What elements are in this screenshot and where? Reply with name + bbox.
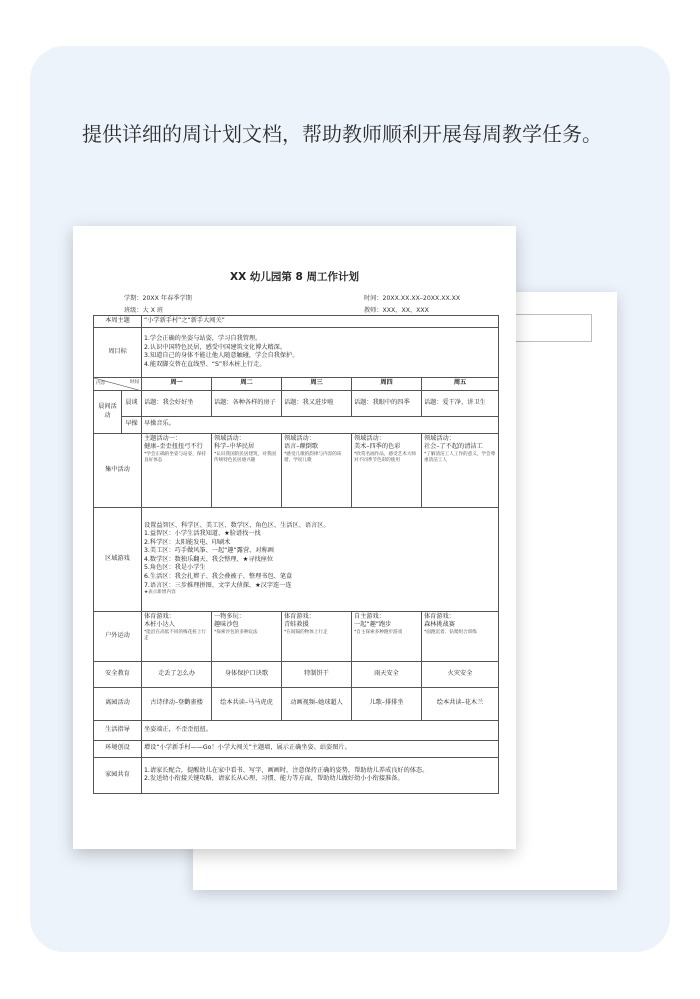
env-value: 增设“小学新手村——Go！小学大闯关”主题墙，展示正确坐姿、站姿图片。 <box>142 740 499 757</box>
safety-cell: 身体保护口诀歌 <box>212 661 282 687</box>
headline: 提供详细的周计划文档，帮助教师顺利开展每周教学任务。 <box>82 122 602 146</box>
group-type: 领域活动： <box>214 434 245 442</box>
outdoor-cell <box>142 611 212 661</box>
term-info: 学期：20XX 年春季学期 <box>124 295 192 302</box>
talk-cell: 话题：我又进步啦 <box>282 390 352 416</box>
group-cell <box>422 433 499 507</box>
group-cell <box>352 433 422 507</box>
day-header: 周五 <box>422 377 499 390</box>
time-info: 时间：20XX.XX.XX–20XX.XX.XX <box>364 295 461 302</box>
group-note: *感受儿歌的韵律与内容的诙谐，学说儿歌 <box>284 451 342 464</box>
table-row <box>94 661 499 687</box>
morning-label: 晨间活动 <box>94 390 122 433</box>
outdoor-note: *面跑沉着、钻爬组合训练 <box>424 629 477 635</box>
outdoor-cell <box>352 611 422 661</box>
group-type: 领域活动： <box>354 434 385 442</box>
corner-time-label: 时间 <box>129 379 139 385</box>
group-type: 领域活动： <box>424 434 455 442</box>
home-item: 1.请家长配合，提醒幼儿在家中看书、写字、画画时，注意保持正确的姿势，帮助幼儿养成良好的体态。 <box>144 766 429 774</box>
area-label: 区域游戏 <box>94 507 142 611</box>
table-row <box>94 390 499 416</box>
group-title: 健康–歪歪扭扭弓不行 <box>144 443 203 451</box>
table-row <box>94 687 499 720</box>
front-page <box>73 226 516 849</box>
area-item: 6.生活区：我会扎辫子、我会叠被子、整理书包、笔盒 <box>144 573 293 581</box>
goal-label: 周目标 <box>94 327 142 377</box>
outdoor-type: 自主游戏： <box>354 612 385 620</box>
class-info: 班级：大 X 班 <box>124 307 164 314</box>
group-note: *欣赏名画作品，感受艺术大师对不同季节色彩的使用 <box>354 451 417 464</box>
goal-item: 1.学会正确的坐姿与站姿，学习自我管理。 <box>144 334 262 342</box>
home-item: 2.发送幼小衔接关键攻略，请家长从心理、习惯、能力等方面，帮助幼儿做好幼小小衔接准备。 <box>144 775 404 783</box>
group-type: 主题活动一： <box>144 434 182 442</box>
env-label: 环境创设 <box>94 740 142 757</box>
table-row <box>94 377 499 390</box>
home-list <box>142 757 499 793</box>
day-header: 周一 <box>142 377 212 390</box>
area-item: 3.美工区：巧手做风筝、一起“趣”露营、对称画 <box>144 547 274 555</box>
outdoor-label: 户外运动 <box>94 611 142 661</box>
outdoor-note: *探索沙包的多种玩法 <box>214 629 258 635</box>
outdoor-title: 趣味沙包 <box>214 621 239 629</box>
theme-label: 本周主题 <box>94 316 142 328</box>
area-list <box>142 507 499 611</box>
day-header: 周三 <box>282 377 352 390</box>
corner-cell <box>94 377 142 390</box>
area-item: 2.科学区：太阳能发电、印刷术 <box>144 538 231 546</box>
leave-cell: 绘本共读–马马虎虎 <box>212 687 282 720</box>
teacher-info: 教师：XXX、XX、XXX <box>364 307 429 314</box>
outdoor-type: 体育游戏： <box>424 612 455 620</box>
weekly-plan-table <box>93 315 499 794</box>
outdoor-title: 木桩小达人 <box>144 621 175 629</box>
group-note: *了解清洁工人工作的意义，学会尊重清洁工人 <box>424 451 496 464</box>
goal-item: 4.能双脚交替在直线型、“S”形木桩上行走。 <box>144 360 266 368</box>
table-row <box>94 416 499 433</box>
talk-cell: 话题：各种各样的房子 <box>212 390 282 416</box>
safety-cell: 特制饼干 <box>282 661 352 687</box>
table-row <box>94 720 499 740</box>
leave-label: 离园活动 <box>94 687 142 720</box>
day-header: 周四 <box>352 377 422 390</box>
talk-cell: 话题：我会好好坐 <box>142 390 212 416</box>
area-legend: ★表示新增内容 <box>144 590 176 596</box>
group-title: 语言–颠倒歌 <box>284 443 319 451</box>
outdoor-note: *能沿在高低不同的梅花桩上行走 <box>144 629 207 642</box>
safety-cell: 雨天安全 <box>352 661 422 687</box>
table-row <box>94 757 499 793</box>
outdoor-cell <box>212 611 282 661</box>
table-row <box>94 316 499 328</box>
leave-cell: 儿歌–排排坐 <box>352 687 422 720</box>
group-title: 科学–中华民居 <box>214 443 255 451</box>
talk-cell: 话题：爱干净，讲卫生 <box>422 390 499 416</box>
exercise-label: 早操 <box>122 416 142 433</box>
group-cell <box>142 433 212 507</box>
exercise-value: 早操音乐。 <box>142 416 499 433</box>
group-title: 美术–四季的色彩 <box>354 443 401 451</box>
area-item: 1.益智区：小学生活我知道、★脸谱找一找 <box>144 530 261 538</box>
outdoor-type: 体育游戏： <box>284 612 315 620</box>
leave-cell: 动画视频–她球超人 <box>282 687 352 720</box>
outdoor-type: 一物多玩： <box>214 612 245 620</box>
leave-cell: 古诗律动–登鹳雀楼 <box>142 687 212 720</box>
group-title: 社会–了不起的清洁工 <box>424 443 483 451</box>
leave-cell: 绘本共读–花木兰 <box>422 687 499 720</box>
group-type: 领域活动： <box>284 434 315 442</box>
area-item: 7.语言区：三步推理拼图、文字大侦探、★汉字连一连 <box>144 581 292 589</box>
corner-content-label: 内容 <box>96 381 106 386</box>
doc-title: XX 幼儿园第 8 周工作计划 <box>230 271 359 283</box>
goal-list <box>142 327 499 377</box>
table-row <box>94 433 499 507</box>
outdoor-title: 青蛙救援 <box>284 621 309 629</box>
life-label: 生活指导 <box>94 720 142 740</box>
home-label: 家园共育 <box>94 757 142 793</box>
table-row <box>94 740 499 757</box>
area-item: 设置益智区、科学区、美工区、数学区、角色区、生活区、语言区。 <box>144 521 330 529</box>
life-value: 坐姿端正，不歪歪扭扭。 <box>142 720 499 740</box>
goal-item: 3.知道自己的身体不能让他人随意触碰，学会自我保护。 <box>144 352 299 360</box>
safety-cell: 走丢了怎么办 <box>142 661 212 687</box>
table-row <box>94 611 499 661</box>
outdoor-note: *在间隔的物体上行走 <box>284 629 328 635</box>
safety-cell: 火灾安全 <box>422 661 499 687</box>
group-cell <box>282 433 352 507</box>
area-item: 5.角色区：我是小学生 <box>144 564 206 572</box>
group-label: 集中活动 <box>94 433 142 507</box>
outdoor-cell <box>422 611 499 661</box>
talk-cell: 话题：我眼中的四季 <box>352 390 422 416</box>
group-note: *学会正确的坐姿与站姿，保持良好体态 <box>144 451 207 464</box>
safety-label: 安全教育 <box>94 661 142 687</box>
outdoor-title: 森林挑战赛 <box>424 621 455 629</box>
table-row <box>94 507 499 611</box>
outdoor-type: 体育游戏： <box>144 612 175 620</box>
group-note: *认识我国的民居建筑，对我国传统特色民居感兴趣 <box>214 451 277 464</box>
outdoor-cell <box>282 611 352 661</box>
goal-item: 2.认识中国特色民居，感受中国建筑文化博大精深。 <box>144 343 287 351</box>
day-header: 周二 <box>212 377 282 390</box>
theme-value: “小学新手村”之“新手大闯关” <box>142 316 499 328</box>
group-cell <box>212 433 282 507</box>
outdoor-note: *自主探索多种跑步游戏 <box>354 629 403 635</box>
outdoor-title: 一起“趣”跑步 <box>354 621 392 629</box>
table-row <box>94 327 499 377</box>
area-item: 4.数学区：数独乐翻天、我会整理、★寻找座位 <box>144 555 274 563</box>
talk-label: 晨谈 <box>122 390 142 416</box>
